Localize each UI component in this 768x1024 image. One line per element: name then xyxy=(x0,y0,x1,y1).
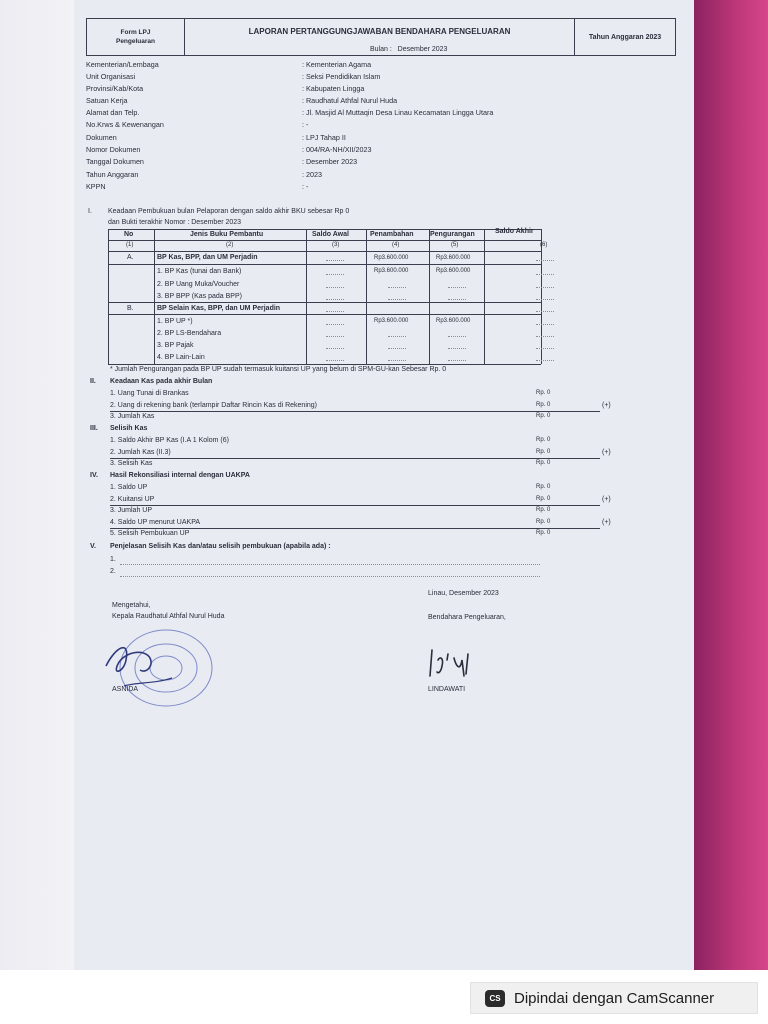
line-item-label: 1. Saldo UP xyxy=(110,484,148,491)
identity-value: : Raudhatul Athfal Nurul Huda xyxy=(302,96,398,105)
line-item-label: 2. Jumlah Kas (II.3) xyxy=(110,449,171,456)
scan-background-left xyxy=(0,0,74,970)
identity-label: KPPN xyxy=(86,182,106,191)
table-footnote: * Jumlah Pengurangan pada BP UP sudah termasuk kuitansi UP yang belum di SPM-GU-kan Sebesar Rp. 0 xyxy=(110,366,447,373)
table-row-label: 1. BP Kas (tunai dan Bank) xyxy=(157,268,242,275)
section-title: Selisih Kas xyxy=(110,425,148,432)
section-title: Keadaan Pembukuan bulan Pelaporan dengan saldo akhir BKU sebesar Rp 0 xyxy=(108,208,350,215)
table-row-label: 2. BP LS-Bendahara xyxy=(157,330,222,337)
line-item-label: 3. Jumlah Kas xyxy=(110,413,155,420)
identity-value: : Jl. Masjid Al Muttaqin Desa Linau Kecamatan Lingga Utara xyxy=(302,108,494,117)
identity-label: Unit Organisasi xyxy=(86,72,136,81)
column-number: (5) xyxy=(451,242,459,248)
section-title: Penjelasan Selisih Kas dan/atau selisih pembukuan (apabila ada) : xyxy=(110,543,331,550)
identity-label: Alamat dan Telp. xyxy=(86,108,140,117)
table-row-label: 3. BP BPP (Kas pada BPP) xyxy=(157,293,242,300)
group-number: A. xyxy=(127,254,134,261)
line-item-label: 3. Jumlah UP xyxy=(110,507,153,514)
column-number: (3) xyxy=(332,242,340,248)
identity-value: : Desember 2023 xyxy=(302,157,358,166)
identity-value: : 2023 xyxy=(302,170,322,179)
line-item-value: Rp. 0 xyxy=(536,507,551,513)
identity-value: : - xyxy=(302,182,309,191)
line-item-label: 1. Uang Tunai di Brankas xyxy=(110,390,189,397)
table-row-label: 3. BP Pajak xyxy=(157,342,194,349)
line-item-value: Rp. 0 xyxy=(536,402,551,408)
column-header: Jenis Buku Pembantu xyxy=(190,231,264,238)
section-number: V. xyxy=(90,543,96,550)
identity-label: Tahun Anggaran xyxy=(86,170,139,179)
section-number: III. xyxy=(90,425,98,432)
column-header: Pengurangan xyxy=(430,231,475,238)
identity-value: : LPJ Tahap II xyxy=(302,133,346,142)
identity-label: Dokumen xyxy=(86,133,117,142)
form-label: Form LPJ Pengeluaran xyxy=(87,19,185,55)
column-header: Saldo Akhir xyxy=(495,228,534,235)
column-header: Saldo Awal xyxy=(312,231,349,238)
column-number: (1) xyxy=(126,242,134,248)
line-item-value: Rp. 0 xyxy=(536,496,551,502)
fiscal-year: Tahun Anggaran 2023 xyxy=(588,33,662,41)
scanner-watermark xyxy=(470,982,758,1014)
scanner-text: Dipindai dengan CamScanner xyxy=(514,989,715,1007)
identity-label: Tanggal Dokumen xyxy=(86,157,144,166)
line-item-value: Rp. 0 xyxy=(536,390,551,396)
column-number: (4) xyxy=(392,242,400,248)
line-item-value: Rp. 0 xyxy=(536,449,551,455)
explanation-line: 2. xyxy=(110,568,116,575)
amount-addition: Rp3.600.000 xyxy=(374,268,409,274)
identity-value: : Kementerian Agama xyxy=(302,60,372,69)
report-title: LAPORAN PERTANGGUNGJAWABAN BENDAHARA PENGELUARAN xyxy=(248,27,511,36)
sum-operator: (+) xyxy=(602,496,611,503)
line-item-value: Rp. 0 xyxy=(536,530,551,536)
treasurer-title: Bendahara Pengeluaran, xyxy=(428,614,506,621)
sum-operator: (+) xyxy=(602,402,611,409)
line-item-label: 4. Saldo UP menurut UAKPA xyxy=(110,519,201,526)
treasurer-signature-icon xyxy=(426,646,496,682)
identity-value: : - xyxy=(302,120,309,129)
identity-label: Nomor Dokumen xyxy=(86,145,141,154)
table-row-label: 2. BP Uang Muka/Voucher xyxy=(157,281,240,288)
line-item-value: Rp. 0 xyxy=(536,460,551,466)
sum-operator: (+) xyxy=(602,519,611,526)
identity-value: : 004/RA-NH/XII/2023 xyxy=(302,145,372,154)
explanation-line: 1. xyxy=(110,556,116,563)
identity-value: : Seksi Pendidikan Islam xyxy=(302,72,381,81)
table-row-label: 4. BP Lain-Lain xyxy=(157,354,205,361)
group-title: BP Kas, BPP, dan UM Perjadin xyxy=(157,254,258,261)
acknowledged-label: Mengetahui, xyxy=(112,602,151,609)
amount-reduction: Rp3.600.000 xyxy=(436,268,471,274)
line-item-label: 1. Saldo Akhir BP Kas (I.A 1 Kolom (6) xyxy=(110,437,229,444)
identity-label: Kementerian/Lembaga xyxy=(86,60,159,69)
group-number: B. xyxy=(127,305,134,312)
amount-addition: Rp3.600.000 xyxy=(374,318,409,324)
camscanner-logo-icon: CS xyxy=(485,990,505,1007)
line-item-value: Rp. 0 xyxy=(536,437,551,443)
line-item-label: 5. Selisih Pembukuan UP xyxy=(110,530,190,537)
section-number: IV. xyxy=(90,472,98,479)
line-item-label: 2. Kuitansi UP xyxy=(110,496,155,503)
line-item-value: Rp. 0 xyxy=(536,413,551,419)
identity-label: Provinsi/Kab/Kota xyxy=(86,84,144,93)
section-number: I. xyxy=(88,208,92,215)
amount-reduction: Rp3.600.000 xyxy=(436,318,471,324)
line-item-value: Rp. 0 xyxy=(536,484,551,490)
column-number: (2) xyxy=(226,242,234,248)
line-item-value: Rp. 0 xyxy=(536,519,551,525)
header-box xyxy=(86,18,676,56)
report-month: Bulan : Desember 2023 xyxy=(370,46,448,53)
table-row-label: 1. BP UP *) xyxy=(157,318,193,325)
head-name: ASNIDA xyxy=(112,686,139,693)
section-number: II. xyxy=(90,378,96,385)
head-title: Kepala Raudhatul Athfal Nurul Huda xyxy=(112,613,225,620)
identity-label: Satuan Kerja xyxy=(86,96,128,105)
group-title: BP Selain Kas, BPP, dan UM Perjadin xyxy=(157,305,281,312)
section-title: Hasil Rekonsiliasi internal dengan UAKPA xyxy=(110,472,250,479)
official-stamp-icon xyxy=(96,626,216,716)
sum-operator: (+) xyxy=(602,449,611,456)
column-number: (6) xyxy=(540,242,548,248)
treasurer-name: LINDAWATI xyxy=(428,686,466,693)
section-title: Keadaan Kas pada akhir Bulan xyxy=(110,378,213,385)
amount-reduction: Rp3.600.000 xyxy=(436,255,471,261)
document-page xyxy=(74,0,694,970)
scan-background-right xyxy=(694,0,768,970)
line-item-label: 3. Selisih Kas xyxy=(110,460,153,467)
identity-value: : Kabupaten Lingga xyxy=(302,84,365,93)
amount-addition: Rp3.600.000 xyxy=(374,255,409,261)
place-date: Linau, Desember 2023 xyxy=(428,590,499,597)
section-subtitle: dan Bukti terakhir Nomor : Desember 2023 xyxy=(108,219,242,226)
identity-label: No.Krws & Kewenangan xyxy=(86,120,164,129)
line-item-label: 2. Uang di rekening bank (terlampir Daftar Rincin Kas di Rekening) xyxy=(110,402,317,409)
column-header: Penambahan xyxy=(370,231,414,238)
column-header: No xyxy=(124,231,134,238)
